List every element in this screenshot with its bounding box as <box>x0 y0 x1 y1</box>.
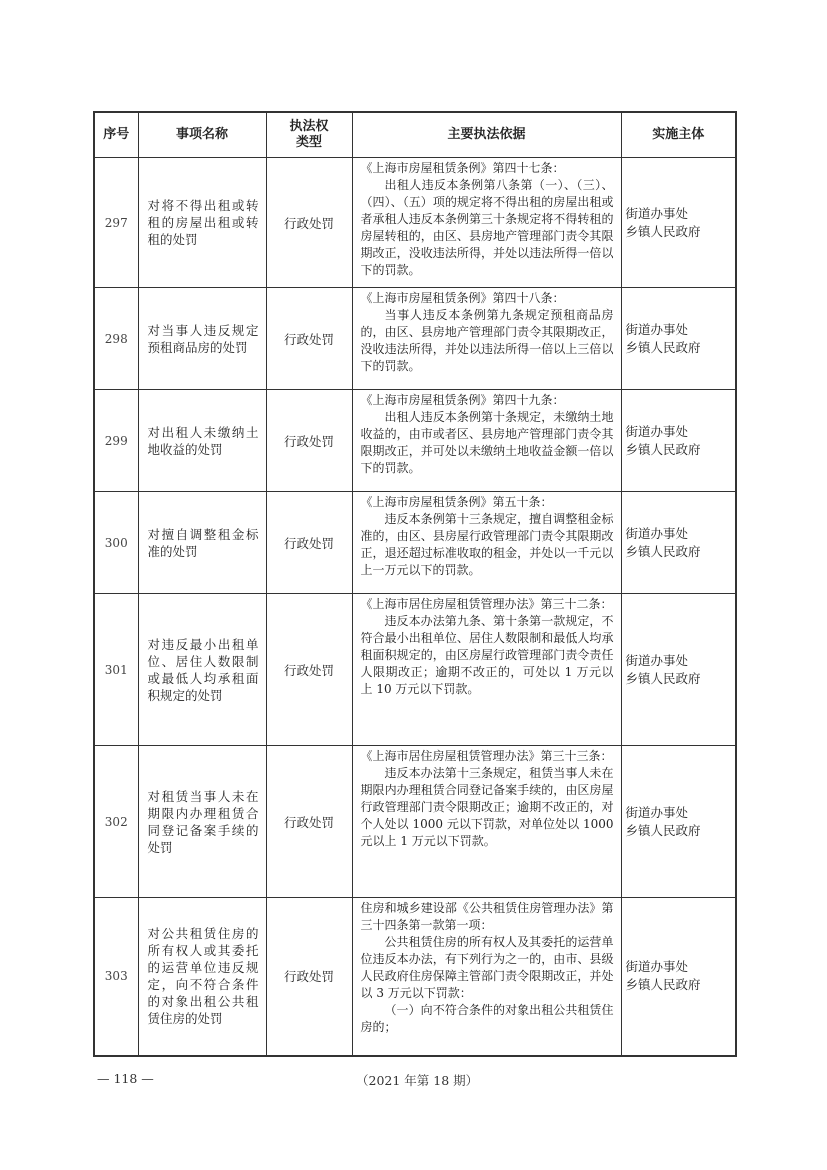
issue-label: （2021 年第 18 期） <box>356 1073 479 1088</box>
basis-text: 违反本办法第九条、第十条第一款规定，不符合最小出租单位、居住人数限制和最低人均承租面积规定的，由区房屋行政管理部门责令责任人限期改正；逾期不改正的，可处以 1 万元以上 10 万元以下罚款。 <box>360 614 614 696</box>
row-body <box>621 288 736 390</box>
basis-text: 当事人违反本条例第九条规定预租商品房的，由区、县房地产管理部门责令其限期改正，没收违法所得，并处以违法所得一倍以上三倍以下的罚款。 <box>360 308 614 373</box>
row-body <box>621 594 736 746</box>
table-header-row <box>94 112 736 158</box>
basis-item: （一）向不符合条件的对象出租公共租赁住房的； <box>360 1003 614 1034</box>
body-line2: 乡镇人民政府 <box>625 223 701 239</box>
header-index: 序号 <box>94 112 138 158</box>
basis-text: 违反本办法第十三条规定，租赁当事人未在期限内办理租赁合同登记备案手续的，由区房屋行政管理部门责令限期改正；逾期不改正的，对个人处以 1000 元以下罚款，对单位处以 1000 元以上 1 万元以下罚款。 <box>360 766 614 848</box>
row-name: 对出租人未缴纳土地收益的处罚 <box>138 390 266 492</box>
row-index: 301 <box>94 594 138 746</box>
row-name: 对擅自调整租金标准的处罚 <box>138 492 266 594</box>
row-type: 行政处罚 <box>266 492 352 594</box>
row-basis <box>352 390 621 492</box>
body-line2: 乡镇人民政府 <box>625 441 701 457</box>
row-index: 300 <box>94 492 138 594</box>
row-type: 行政处罚 <box>266 158 352 288</box>
body-line1: 街道办事处 <box>625 321 689 337</box>
row-index: 297 <box>94 158 138 288</box>
body-line2: 乡镇人民政府 <box>625 977 701 993</box>
table-row <box>94 492 736 594</box>
table-row <box>94 158 736 288</box>
row-basis <box>352 594 621 746</box>
table-row <box>94 746 736 898</box>
row-type: 行政处罚 <box>266 898 352 1056</box>
row-basis <box>352 288 621 390</box>
basis-text: 公共租赁住房的所有权人及其委托的运营单位违反本办法，有下列行为之一的，由市、县级人民政府住房保障主管部门责令限期改正，并处以 3 万元以下罚款： <box>360 935 614 1000</box>
body-line1: 街道办事处 <box>625 205 689 221</box>
row-name: 对租赁当事人未在期限内办理租赁合同登记备案手续的处罚 <box>138 746 266 898</box>
row-index: 298 <box>94 288 138 390</box>
body-line2: 乡镇人民政府 <box>625 822 701 838</box>
row-basis <box>352 746 621 898</box>
row-name: 对将不得出租或转租的房屋出租或转租的处罚 <box>138 158 266 288</box>
row-basis <box>352 492 621 594</box>
header-type-line2: 类型 <box>295 135 322 150</box>
row-name: 对公共租赁住房的所有权人或其委托的运营单位违反规定，向不符合条件的对象出租公共租赁住房的处罚 <box>138 898 266 1056</box>
header-body: 实施主体 <box>621 112 736 158</box>
row-body <box>621 492 736 594</box>
table-row <box>94 390 736 492</box>
document-page <box>93 111 735 1057</box>
header-name: 事项名称 <box>138 112 266 158</box>
header-basis: 主要执法依据 <box>352 112 621 158</box>
row-basis <box>352 898 621 1056</box>
body-line1: 街道办事处 <box>625 423 689 439</box>
basis-title: 《上海市居住房屋租赁管理办法》第三十二条： <box>360 597 613 611</box>
body-line2: 乡镇人民政府 <box>625 543 701 559</box>
row-name: 对当事人违反规定预租商品房的处罚 <box>138 288 266 390</box>
basis-text: 出租人违反本条例第八条第（一）、（三）、（四）、（五）项的规定将不得出租的房屋出租或者承租人违反本条例第三十条规定将不得转租的房屋转租的，由区、县房地产管理部门责令其限期改正，没收违法所得，并处以违法所得一倍以下的罚款。 <box>360 178 614 277</box>
basis-title: 《上海市房屋租赁条例》第四十七条： <box>360 161 565 175</box>
basis-title: 《上海市居住房屋租赁管理办法》第三十三条： <box>360 749 613 763</box>
row-body <box>621 746 736 898</box>
body-line1: 街道办事处 <box>625 525 689 541</box>
row-index: 299 <box>94 390 138 492</box>
row-body <box>621 158 736 288</box>
page-number: — 118 — <box>97 1071 154 1086</box>
row-basis <box>352 158 621 288</box>
header-type-line1: 执法权 <box>289 119 329 134</box>
table-row <box>94 288 736 390</box>
basis-text: 违反本条例第十三条规定，擅自调整租金标准的，由区、县房屋行政管理部门责令其限期改正，退还超过标准收取的租金，并处以一千元以上一万元以下的罚款。 <box>360 512 614 577</box>
basis-title: 《上海市房屋租赁条例》第五十条： <box>360 495 553 509</box>
body-line1: 街道办事处 <box>625 959 689 975</box>
row-name: 对违反最小出租单位、居住人数限制或最低人均承租面积规定的处罚 <box>138 594 266 746</box>
table-row <box>94 898 736 1056</box>
body-line1: 街道办事处 <box>625 804 689 820</box>
row-type: 行政处罚 <box>266 288 352 390</box>
row-index: 302 <box>94 746 138 898</box>
basis-title: 《上海市房屋租赁条例》第四十八条： <box>360 291 565 305</box>
row-index: 303 <box>94 898 138 1056</box>
enforcement-table <box>93 111 737 1057</box>
body-line2: 乡镇人民政府 <box>625 670 701 686</box>
body-line1: 街道办事处 <box>625 652 689 668</box>
row-type: 行政处罚 <box>266 594 352 746</box>
row-body <box>621 390 736 492</box>
table-row <box>94 594 736 746</box>
basis-title: 住房和城乡建设部《公共租赁住房管理办法》第三十四条第一款第一项： <box>360 901 614 932</box>
row-type: 行政处罚 <box>266 390 352 492</box>
row-body <box>621 898 736 1056</box>
row-type: 行政处罚 <box>266 746 352 898</box>
header-type <box>266 112 352 158</box>
basis-text: 出租人违反本条例第十条规定，未缴纳土地收益的，由市或者区、县房地产管理部门责令其限期改正，并可处以未缴纳土地收益金额一倍以下的罚款。 <box>360 410 614 475</box>
body-line2: 乡镇人民政府 <box>625 339 701 355</box>
basis-title: 《上海市房屋租赁条例》第四十九条： <box>360 393 565 407</box>
